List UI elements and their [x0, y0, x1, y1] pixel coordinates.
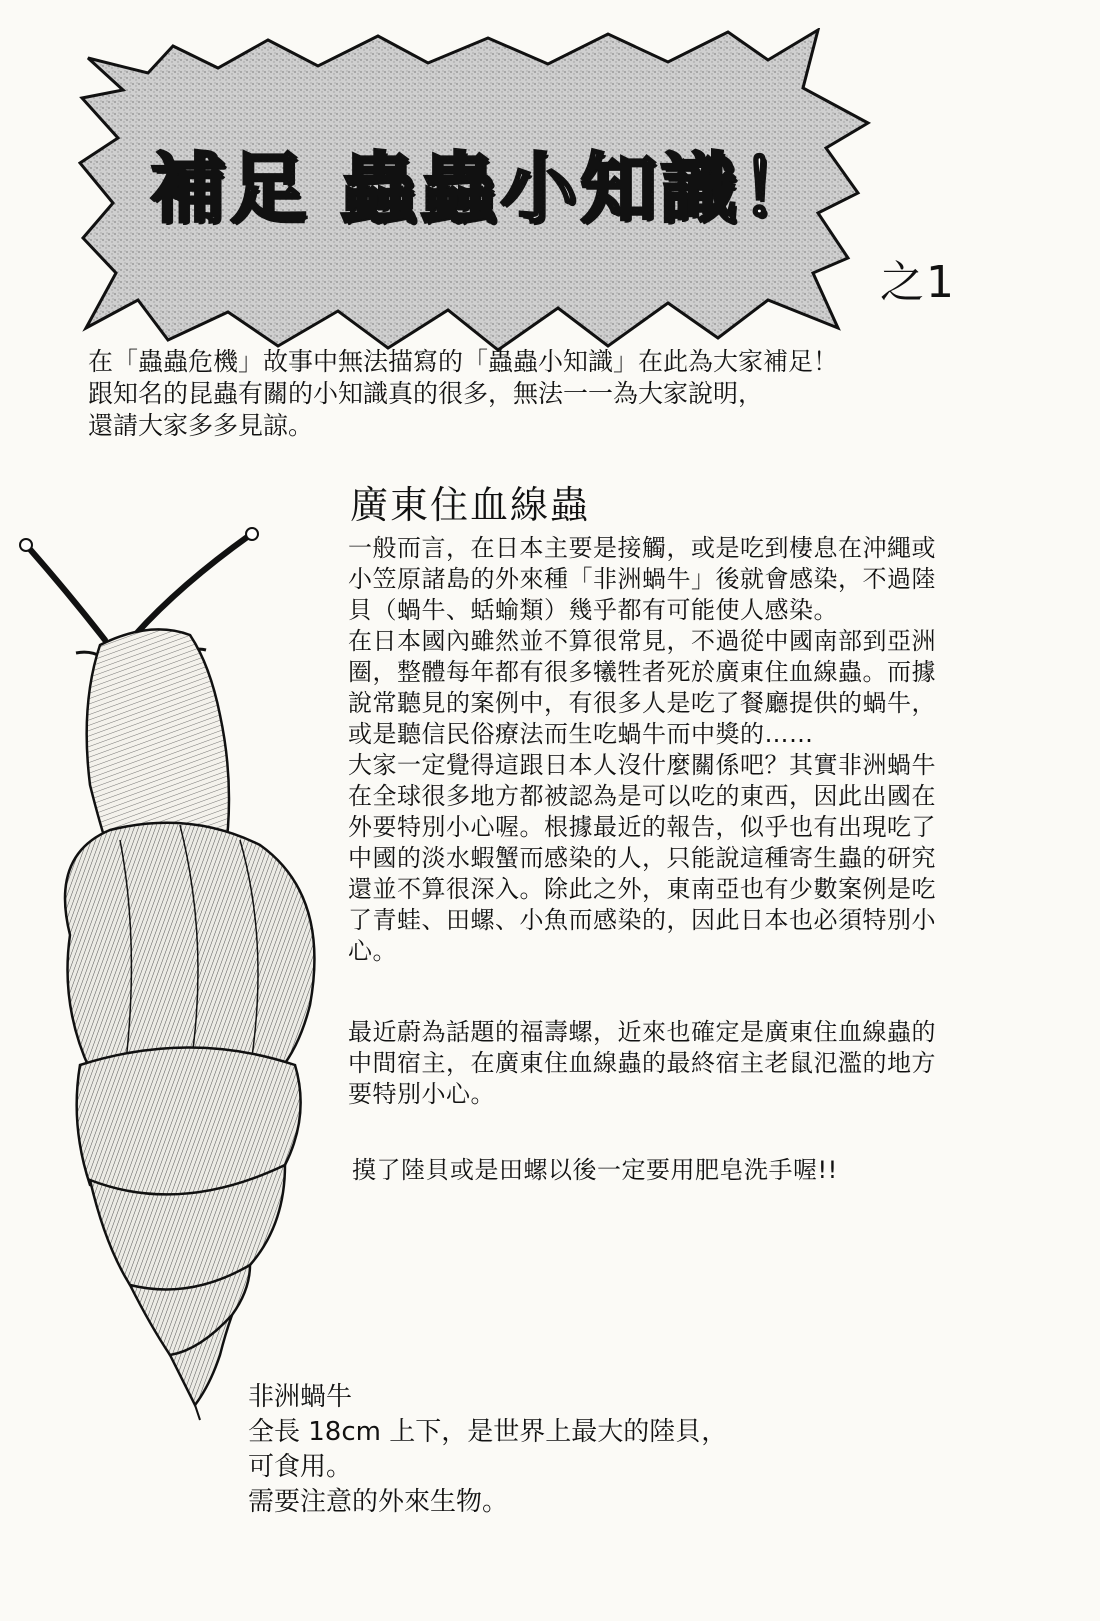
intro-line: 跟知名的昆蟲有關的小知識真的很多，無法一一為大家說明， [88, 379, 764, 408]
section-heading: 廣東住血線蟲 [350, 483, 591, 527]
body-line: 大家一定覺得這跟日本人沒什麼關係吧？其實非洲蝸牛 [348, 751, 936, 779]
snail-icon [10, 525, 340, 1425]
body-line: 在日本國內雖然並不算很常見，不過從中國南部到亞洲 [348, 627, 936, 655]
paragraph-1 [348, 533, 1018, 967]
body-line: 摸了陸貝或是田螺以後一定要用肥皂洗手喔!! [352, 1156, 838, 1184]
caption-line: 非洲蝸牛 [248, 1382, 353, 1412]
caption-line: 需要注意的外來生物。 [248, 1487, 509, 1517]
intro-text [88, 346, 988, 442]
body-line: 心。 [348, 937, 397, 965]
intro-line: 還請大家多多見諒。 [88, 411, 314, 440]
page-title: 補足 蟲蟲小知識！ [150, 144, 821, 233]
body-line: 了青蛙、田螺、小魚而感染的，因此日本也必須特別小 [348, 906, 936, 934]
body-line: 外要特別小心喔。根據最近的報告，似乎也有出現吃了 [348, 813, 936, 841]
body-line: 中國的淡水蝦蟹而感染的人，只能說這種寄生蟲的研究 [348, 844, 936, 872]
body-line: 在全球很多地方都被認為是可以吃的東西，因此出國在 [348, 782, 936, 810]
body-line: 圈，整體每年都有很多犧牲者死於廣東住血線蟲。而據 [348, 658, 936, 686]
body-line: 一般而言，在日本主要是接觸，或是吃到棲息在沖繩或 [348, 534, 936, 562]
snail-caption [248, 1380, 848, 1520]
body-line: 還並不算很深入。除此之外，東南亞也有少數案例是吃 [348, 875, 936, 903]
body-line: 要特別小心。 [348, 1080, 495, 1108]
body-line: 最近蔚為話題的福壽螺，近來也確定是廣東住血線蟲的 [348, 1018, 936, 1046]
snail-illustration [10, 525, 340, 1425]
body-line: 或是聽信民俗療法而生吃蝸牛而中獎的…… [348, 720, 814, 748]
body-line: 小笠原諸島的外來種「非洲蝸牛」後就會感染，不過陸 [348, 565, 936, 593]
body-line: 中間宿主，在廣東住血線蟲的最終宿主老鼠氾濫的地方 [348, 1049, 936, 1077]
paragraph-3 [352, 1155, 1032, 1186]
paragraph-2 [348, 1017, 1028, 1110]
title-number: 之1 [880, 257, 956, 308]
caption-line: 可食用。 [248, 1452, 353, 1482]
body-line: 說常聽見的案例中，有很多人是吃了餐廳提供的蝸牛， [348, 689, 936, 717]
caption-line: 全長 18cm 上下，是世界上最大的陸貝， [248, 1417, 728, 1447]
intro-line: 在「蟲蟲危機」故事中無法描寫的「蟲蟲小知識」在此為大家補足！ [88, 347, 839, 376]
body-line: 貝（蝸牛、蛞蝓類）幾乎都有可能使人感染。 [348, 596, 838, 624]
